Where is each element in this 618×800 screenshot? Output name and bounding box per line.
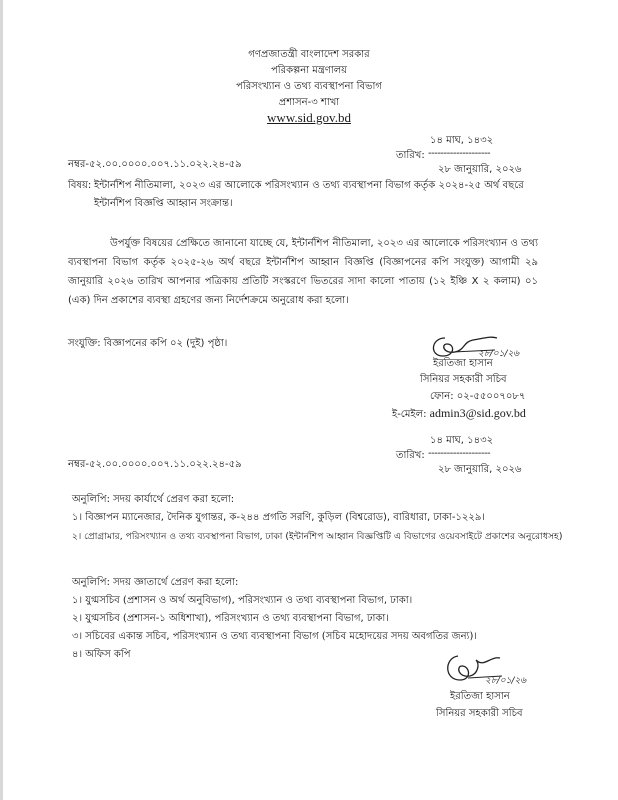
list-item: ২। যুগ্মসচিব (প্রশাসন-১ অধিশাখা), পরিসংখ্যান ও তথ্য ব্যবস্থাপনা বিভাগ, ঢাকা। xyxy=(72,613,389,624)
subject-label: বিষয়: xyxy=(68,180,92,191)
date-label: তারিখ: xyxy=(396,150,425,161)
email-address[interactable]: admin3@sid.gov.bd xyxy=(429,406,526,420)
date-divider: -------------------- xyxy=(428,448,491,459)
list-item: ৩। সচিবের একান্ত সচিব, পরিসংখ্যান ও তথ্য ব্যবস্থাপনা বিভাগ (সচিব মহোদয়ের সদয় অবগতির জন্য)। xyxy=(72,631,477,642)
subject-line-2: ইন্টার্নশিপ বিজ্ঞপ্তি আহ্বান সংক্রান্ত। xyxy=(94,198,233,209)
memo-number: নম্বর-৫২.০০.০০০০.০০৭.১১.০২২.২৪-৫৯ xyxy=(68,459,242,470)
attachment-note: সংযুক্তি: বিজ্ঞাপনের কপি ০২ (দুই) পৃষ্ঠা। xyxy=(68,338,228,349)
signatory-title: সিনিয়র সহকারী সচিব xyxy=(436,708,523,719)
date-bangla: ১৪ মাঘ, ১৪৩২ xyxy=(430,135,494,146)
ministry-name: পরিকল্পনা মন্ত্রণালয় xyxy=(270,65,348,76)
branch-name: প্রশাসন-৩ শাখা xyxy=(278,97,340,108)
website-link[interactable]: www.sid.gov.bd xyxy=(267,110,351,125)
signature-date: ২৮/০১/২৬ xyxy=(478,349,520,359)
date-label: তারিখ: xyxy=(396,450,425,461)
date-english: ২৮ জানুয়ারি, ২০২৬ xyxy=(438,464,522,475)
signatory-title: সিনিয়র সহকারী সচিব xyxy=(420,374,507,385)
copy-action-heading: অনুলিপি: সদয় কার্যার্থে প্রেরণ করা হলো: xyxy=(72,494,235,505)
signatory-email xyxy=(392,406,526,422)
signature-date: ২৮/০১/২৬ xyxy=(485,676,527,686)
signatory-name: ইরতিজা হাসান xyxy=(450,691,510,702)
list-item: ১। বিজ্ঞাপন ম্যানেজার, দৈনিক যুগান্তর, ক-২৪৪ প্রগতি সরণি, কুড়িল (বিশ্বরোড), বারিধারা, ঢাকা-১২২৯। xyxy=(72,512,485,523)
list-item: ৪। অফিস কপি xyxy=(72,649,131,660)
signatory-name: ইরতিজা হাসান xyxy=(433,358,493,369)
date-divider: -------------------- xyxy=(428,148,491,159)
date-english: ২৮ জানুয়ারি, ২০২৬ xyxy=(438,164,522,175)
signatory-phone: ফোন: ০২-৫৫০০৭০৮৭ xyxy=(430,391,526,402)
memo-number: নম্বর-৫২.০০.০০০০.০০৭.১১.০২২.২৪-৫৯ xyxy=(68,159,242,170)
list-item: ২। প্রোগ্রামার, পরিসংখ্যান ও তথ্য ব্যবস্থাপনা বিভাগ, ঢাকা (ইন্টার্নশিপ আহ্বান বিজ্ঞপ্তিটি এ বিভাগের ওয়েবসাইটে প্রকাশের অনুরোধসহ) xyxy=(72,531,563,542)
government-name: গণপ্রজাতন্ত্রী বাংলাদেশ সরকার xyxy=(248,49,370,60)
copy-info-heading: অনুলিপি: সদয় জ্ঞাতার্থে প্রেরণ করা হলো: xyxy=(72,577,239,588)
body-paragraph: উপর্যুক্ত বিষয়ের প্রেক্ষিতে জানানো যাচ্ছে যে, ইন্টার্নশিপ নীতিমালা, ২০২৩ এর আলোকে পরিসংখ্যান ও তথ্য ব্যবস্থাপনা বিভাগ কর্তৃক ২০২৫-২৬ অর্থ বছরে ইন্টার্নশিপ আহ্বান বিজ্ঞপ্তি (বিজ্ঞাপনের কপি সংযুক্ত) আগামী ২৯ জানুয়ারি ২০২৬ তারিখ আপনার পত্রিকায় প্রতিটি সংস্করণে ভিতরের সাদা কালো পাতায় (১২ ইঞ্চি X ২ কলাম) ০১ (এক) দিন প্রকাশের ব্যবস্থা গ্রহণের জন্য নির্দেশক্রমে অনুরোধ করা হলো। xyxy=(68,238,538,306)
subject-line-1: ইন্টার্নশিপ নীতিমালা, ২০২৩ এর আলোকে পরিসংখ্যান ও তথ্য ব্যবস্থাপনা বিভাগ কর্তৃক ২০২৪-২৫ অর্থ বছরে xyxy=(94,180,524,191)
list-item: ১। যুগ্মসচিব (প্রশাসন ও অর্থ অনুবিভাগ), পরিসংখ্যান ও তথ্য ব্যবস্থাপনা বিভাগ, ঢাকা। xyxy=(72,595,413,606)
email-label: ই-মেইল: xyxy=(392,409,427,420)
division-name: পরিসংখ্যান ও তথ্য ব্যবস্থাপনা বিভাগ xyxy=(236,81,382,92)
date-bangla: ১৪ মাঘ, ১৪৩২ xyxy=(430,435,494,446)
